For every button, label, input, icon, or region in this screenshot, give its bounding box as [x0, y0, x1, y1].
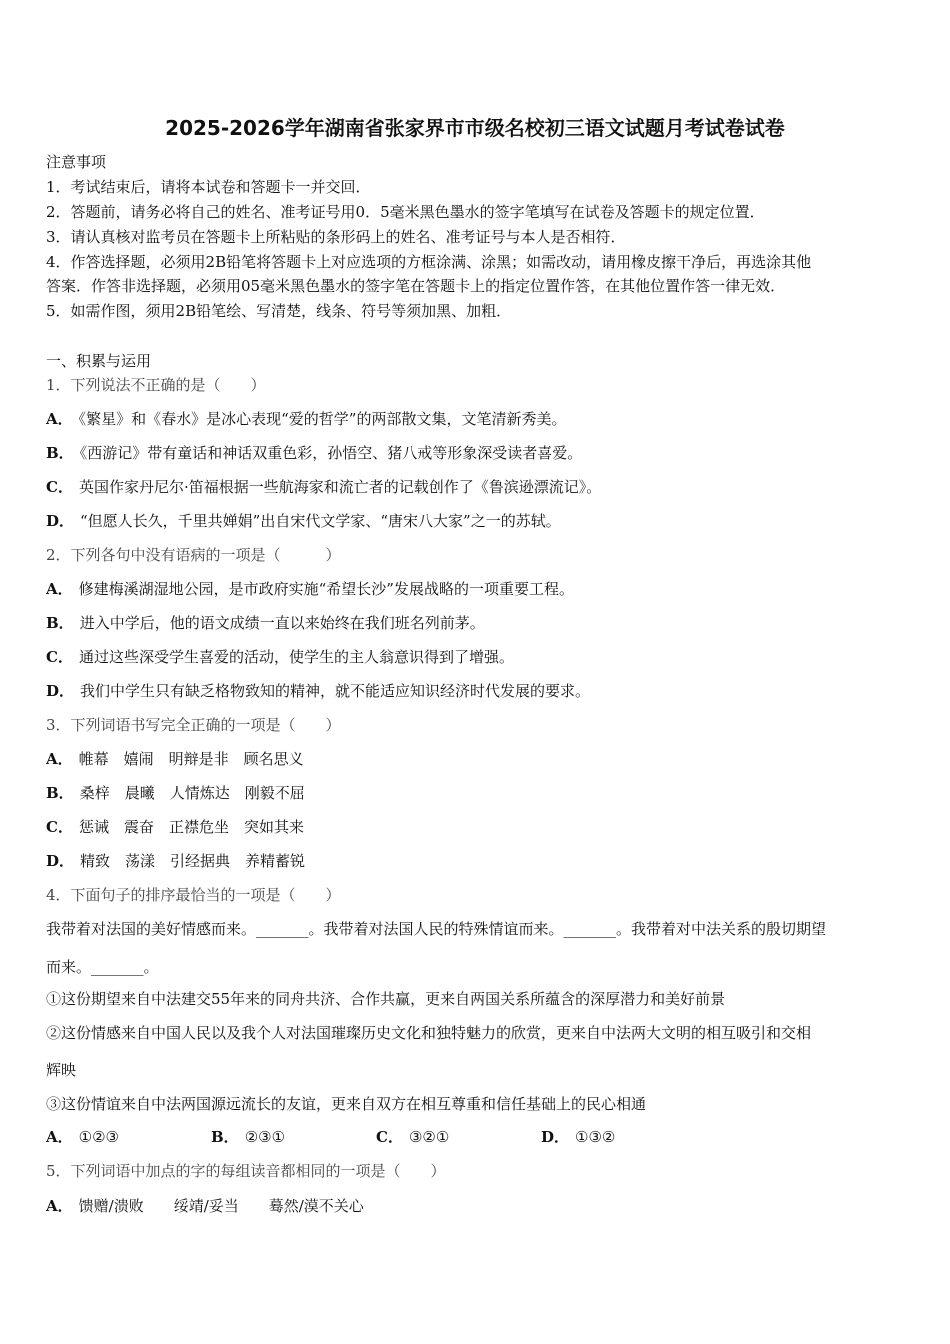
choice-c	[376, 1127, 541, 1147]
option-letter: C．	[46, 478, 73, 496]
sentence-item: 辉映	[46, 1061, 77, 1079]
choice-row	[46, 1127, 706, 1147]
option-text: 通过这些深受学生喜爱的活动，使学生的主人翁意识得到了增强。	[78, 648, 514, 666]
option-row	[46, 749, 304, 769]
option-text: 精致 荡漾 引经据典 养精蓄锐	[80, 852, 306, 870]
passage-text: 而来。_______。	[46, 958, 159, 976]
option-letter: B．	[46, 614, 74, 632]
option-text: 修建梅溪湖湿地公园，是市政府实施“希望长沙”发展战略的一项重要工程。	[78, 580, 574, 598]
choice-a	[46, 1127, 211, 1147]
option-text: ①②③	[78, 1128, 119, 1146]
question-stem: 3．下列词语书写完全正确的一项是（ ）	[46, 716, 341, 734]
option-text: ①③②	[575, 1128, 616, 1146]
option-row	[46, 647, 514, 667]
option-letter: A．	[46, 1128, 73, 1146]
option-row	[46, 579, 574, 599]
notice-item: 2．答题前，请务必将自己的姓名、准考证号用0．5毫米黑色墨水的签字笔填写在试卷及答题卡的规定位置．	[46, 203, 765, 221]
option-letter: D．	[46, 512, 75, 530]
option-letter: D．	[541, 1128, 570, 1146]
option-text: 英国作家丹尼尔·笛福根据一些航海家和流亡者的记载创作了《鲁滨逊漂流记》。	[78, 478, 602, 496]
option-text: 《繁星》和《春水》是冰心表现“爱的哲学”的两部散文集，文笔清新秀美。	[78, 410, 567, 428]
option-row	[46, 851, 305, 871]
option-row	[46, 409, 566, 429]
option-text: 《西游记》带有童话和神话双重色彩，孙悟空、猪八戒等形象深受读者喜爱。	[79, 444, 583, 462]
option-row	[46, 783, 305, 803]
option-row	[46, 681, 590, 701]
notice-item: 1．考试结束后，请将本试卷和答题卡一并交回．	[46, 178, 371, 196]
option-text: 惩诫 震奋 正襟危坐 突如其来	[78, 818, 304, 836]
option-letter: B．	[46, 784, 74, 802]
option-letter: A．	[46, 750, 73, 768]
option-letter: B．	[46, 444, 74, 462]
option-row	[46, 511, 561, 531]
page-title: 2025-2026学年湖南省张家界市市级名校初三语文试题月考试卷试卷	[165, 116, 785, 140]
notice-item: 答案．作答非选择题，必须用05毫米黑色墨水的签字笔在答题卡上的指定位置作答，在其他位置作答一律无效．	[46, 277, 786, 295]
option-letter: C．	[46, 818, 73, 836]
option-letter: D．	[46, 682, 75, 700]
sentence-item: ②这份情感来自中国人民以及我个人对法国璀璨历史文化和独特魅力的欣赏，更来自中法两大文明的相互吸引和交相	[46, 1024, 812, 1042]
sentence-item: ③这份情谊来自中法两国源远流长的友谊，更来自双方在相互尊重和信任基础上的民心相通	[46, 1095, 647, 1113]
option-text: 馈赠/溃败 绥靖/妥当 蓦然/漠不关心	[78, 1197, 364, 1215]
section-heading: 一、积累与运用	[46, 352, 152, 370]
option-letter: A．	[46, 580, 73, 598]
option-row	[46, 613, 485, 633]
question-stem: 5．下列词语中加点的字的每组读音都相同的一项是（ ）	[46, 1162, 446, 1180]
option-letter: B．	[211, 1128, 239, 1146]
choice-b	[211, 1127, 376, 1147]
passage-text: 我带着对法国的美好情感而来。_______。我带着对法国人民的特殊情谊而来。_______。我带着对中法关系的殷切期望	[46, 920, 827, 938]
option-row	[46, 1196, 364, 1216]
notice-heading: 注意事项	[46, 153, 107, 171]
option-row	[46, 477, 601, 497]
question-stem: 2．下列各句中没有语病的一项是（ ）	[46, 546, 341, 564]
option-text: ③②①	[408, 1128, 450, 1146]
question-stem: 1．下列说法不正确的是（ ）	[46, 376, 266, 394]
sentence-item: ①这份期望来自中法建交55年来的同舟共济、合作共赢，更来自两国关系所蕴含的深厚潜力和美好前景	[46, 990, 726, 1008]
option-letter: C．	[46, 648, 73, 666]
notice-item: 4．作答选择题，必须用2B铅笔将答题卡上对应选项的方框涂满、涂黑；如需改动，请用橡皮擦干净后，再选涂其他	[46, 253, 812, 271]
notice-item: 3．请认真核对监考员在答题卡上所粘贴的条形码上的姓名、准考证号与本人是否相符．	[46, 228, 626, 246]
option-letter: C．	[376, 1128, 403, 1146]
option-text: 帷幕 嬉闹 明辩是非 顾名思义	[78, 750, 304, 768]
option-row	[46, 443, 582, 463]
option-row	[46, 817, 304, 837]
option-text: ②③①	[244, 1128, 286, 1146]
notice-item: 5．如需作图，须用2B铅笔绘、写清楚，线条、符号等须加黑、加粗．	[46, 302, 512, 320]
option-text: 我们中学生只有缺乏格物致知的精神，就不能适应知识经济时代发展的要求。	[80, 682, 591, 700]
question-stem: 4．下面句子的排序最恰当的一项是（ ）	[46, 886, 341, 904]
option-letter: A．	[46, 410, 73, 428]
option-text: 进入中学后，他的语文成绩一直以来始终在我们班名列前茅。	[79, 614, 485, 632]
option-text: “但愿人长久，千里共婵娟”出自宋代文学家、“唐宋八大家”之一的苏轼。	[80, 512, 561, 530]
option-letter: A．	[46, 1197, 73, 1215]
choice-d	[541, 1127, 706, 1147]
option-letter: D．	[46, 852, 75, 870]
option-text: 桑梓 晨曦 人情炼达 刚毅不屈	[79, 784, 305, 802]
